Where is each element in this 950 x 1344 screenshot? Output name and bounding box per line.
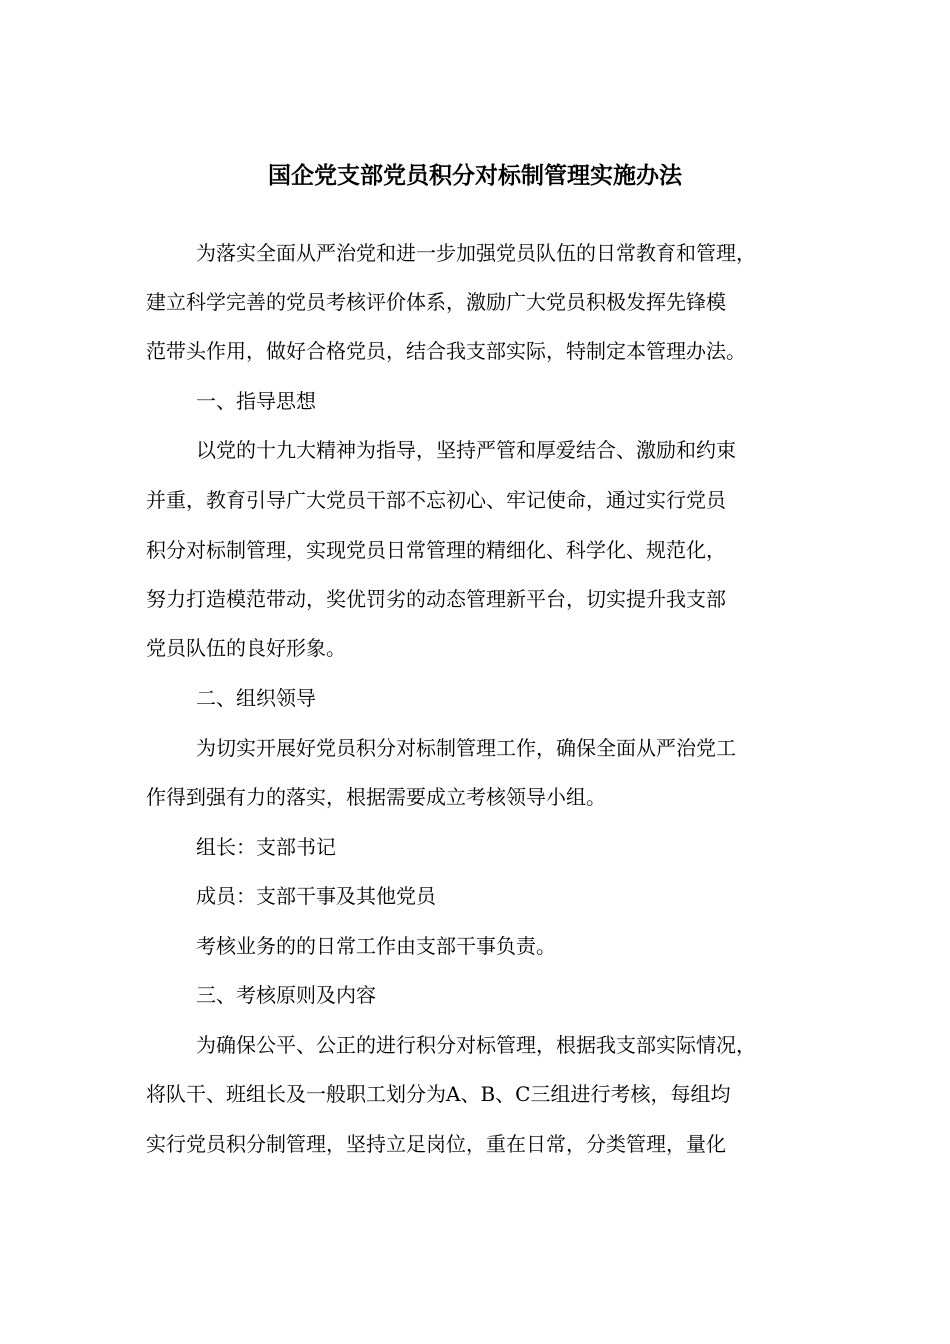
section-heading: 二、组织领导 [196, 686, 316, 710]
paragraph-line: 成员：支部干事及其他党员 [196, 884, 436, 908]
paragraph-line: 实行党员积分制管理，坚持立足岗位，重在日常，分类管理，量化 [146, 1132, 726, 1156]
paragraph-line: 组长：支部书记 [196, 835, 336, 859]
paragraph-line: 以党的十九大精神为指导，坚持严管和厚爱结合、激励和约束 [196, 438, 736, 462]
paragraph-line: 积分对标制管理，实现党员日常管理的精细化、科学化、规范化， [146, 538, 726, 562]
paragraph-line: 并重，教育引导广大党员干部不忘初心、牢记使命，通过实行党员 [146, 488, 726, 512]
paragraph-line: 作得到强有力的落实，根据需要成立考核领导小组。 [146, 785, 606, 809]
paragraph-line: 考核业务的的日常工作由支部干事负责。 [196, 934, 556, 958]
section-heading: 一、指导思想 [196, 389, 316, 413]
paragraph-line: 建立科学完善的党员考核评价体系，激励广大党员积极发挥先锋模 [146, 290, 726, 314]
paragraph-line: 为切实开展好党员积分对标制管理工作，确保全面从严治党工 [196, 736, 736, 760]
paragraph-line: 努力打造模范带动，奖优罚劣的动态管理新平台，切实提升我支部 [146, 587, 726, 611]
section-heading: 三、考核原则及内容 [196, 983, 376, 1007]
paragraph-line: 范带头作用，做好合格党员，结合我支部实际，特制定本管理办法。 [146, 339, 746, 363]
paragraph-line: 为落实全面从严治党和进一步加强党员队伍的日常教育和管理， [196, 241, 756, 265]
document-title: 国企党支部党员积分对标制管理实施办法 [268, 162, 682, 189]
paragraph-line: 为确保公平、公正的进行积分对标管理，根据我支部实际情况， [196, 1033, 756, 1057]
paragraph-line: 将队干、班组长及一般职工划分为A、B、C三组进行考核，每组均 [146, 1082, 731, 1106]
paragraph-line: 党员队伍的良好形象。 [146, 636, 346, 660]
